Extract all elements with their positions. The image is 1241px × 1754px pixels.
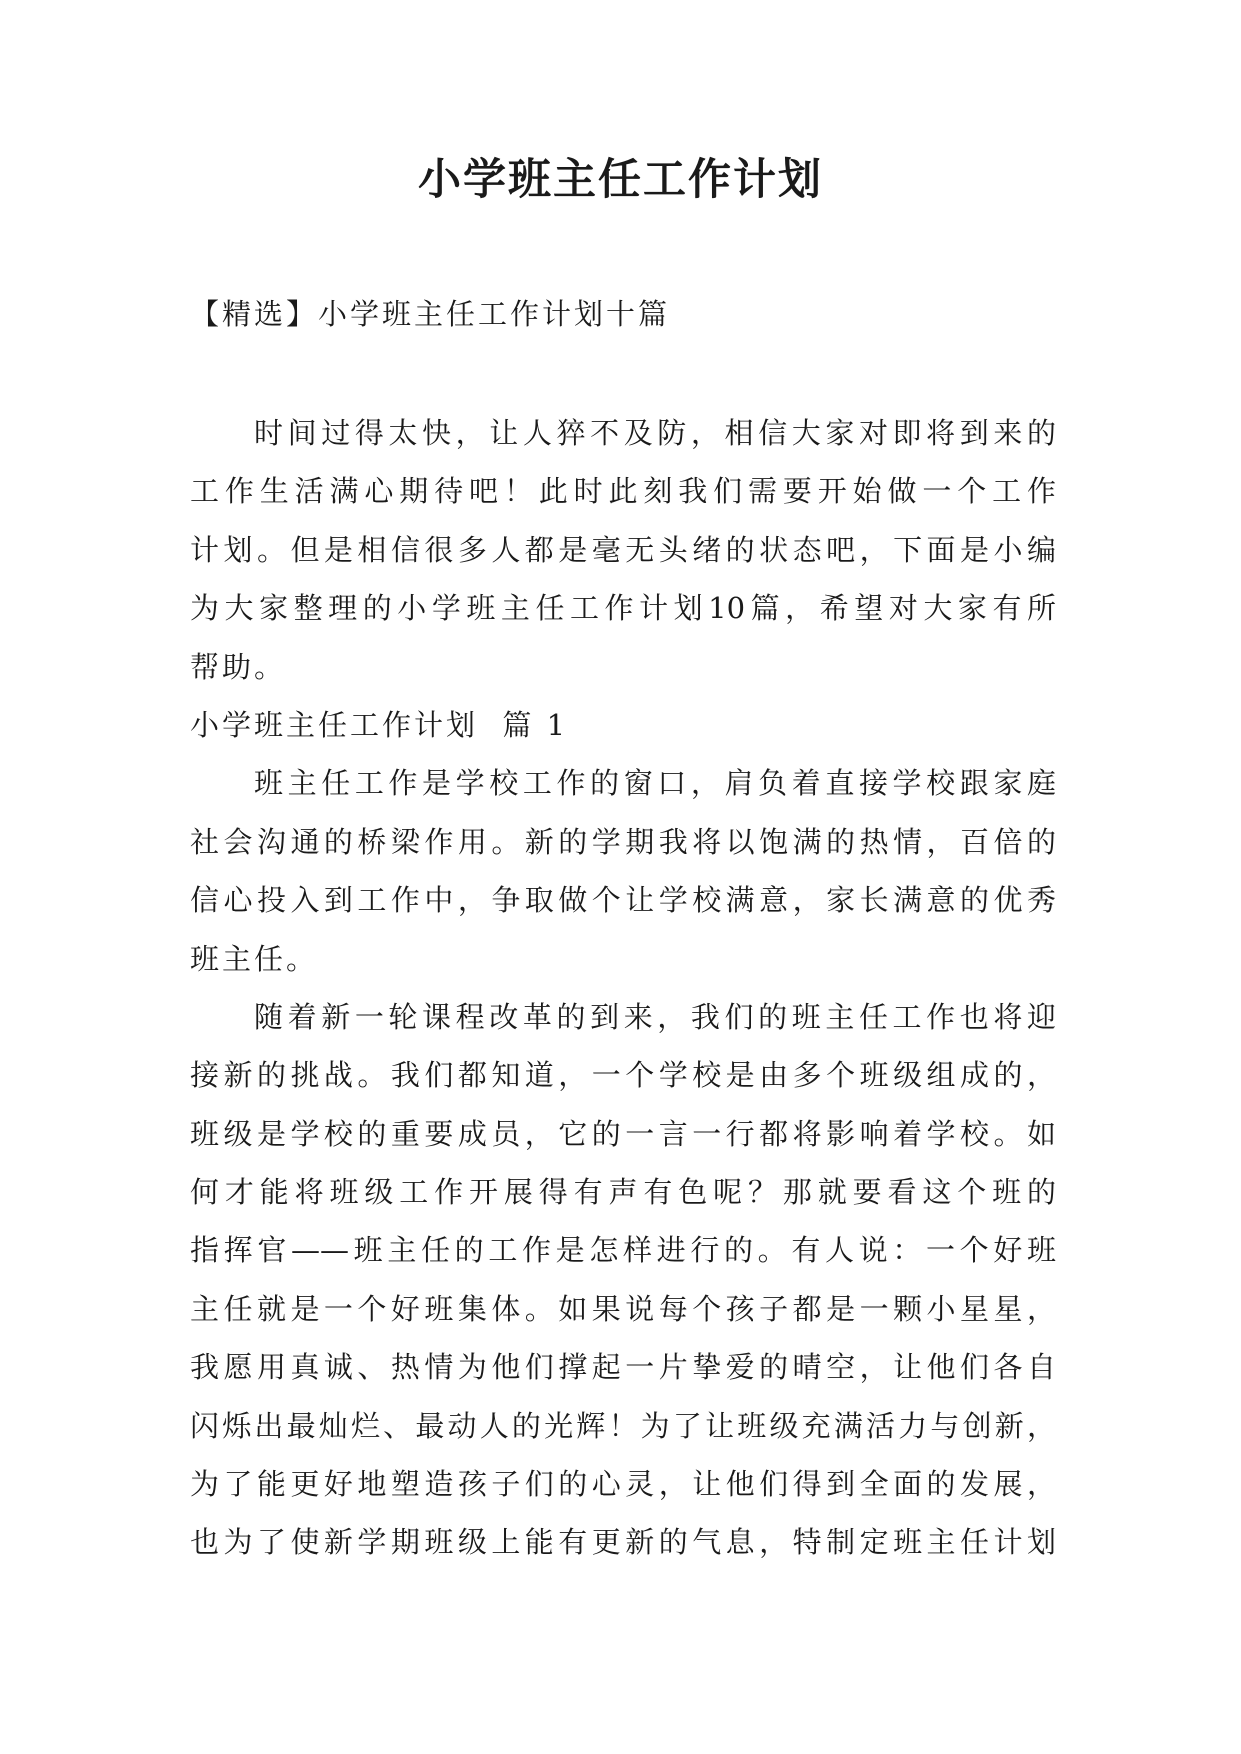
paragraph-line: 闪烁出最灿烂、最动人的光辉！为了让班级充满活力与创新， bbox=[190, 1408, 1056, 1443]
section-heading bbox=[190, 696, 1056, 754]
paragraph-2 bbox=[190, 988, 1056, 1572]
paragraph-line: 接新的挑战。我们都知道，一个学校是由多个班级组成的， bbox=[190, 1058, 1056, 1093]
document-title: 小学班主任工作计划 bbox=[418, 155, 823, 205]
paragraph-line: 班主任工作是学校工作的窗口，肩负着直接学校跟家庭 bbox=[254, 766, 1056, 801]
intro-line: 计划。但是相信很多人都是毫无头绪的状态吧，下面是小编 bbox=[190, 532, 1056, 567]
paragraph-line: 指挥官——班主任的工作是怎样进行的。有人说：一个好班 bbox=[190, 1233, 1056, 1268]
intro-line: 时间过得太快，让人猝不及防，相信大家对即将到来的 bbox=[254, 416, 1056, 450]
paragraph-line: 为了能更好地塑造孩子们的心灵，让他们得到全面的发展， bbox=[190, 1467, 1056, 1502]
intro-line: 为大家整理的小学班主任工作计划10篇，希望对大家有所 bbox=[190, 591, 1056, 626]
paragraph-line: 班主任。 bbox=[190, 941, 319, 976]
paragraph-line: 我愿用真诚、热情为他们撑起一片挚爱的晴空，让他们各自 bbox=[190, 1350, 1056, 1385]
intro-line: 工作生活满心期待吧！此时此刻我们需要开始做一个工作 bbox=[190, 474, 1056, 509]
paragraph-line: 随着新一轮课程改革的到来，我们的班主任工作也将迎 bbox=[254, 999, 1056, 1034]
paragraph-line: 主任就是一个好班集体。如果说每个孩子都是一颗小星星， bbox=[190, 1291, 1056, 1326]
document-body bbox=[190, 404, 1056, 1572]
paragraph-line: 社会沟通的桥梁作用。新的学期我将以饱满的热情，百倍的 bbox=[190, 824, 1056, 859]
document-subtitle: 【精选】小学班主任工作计划十篇 bbox=[190, 297, 671, 331]
paragraph-line: 也为了使新学期班级上能有更新的气息，特制定班主任计划 bbox=[190, 1525, 1056, 1560]
intro-paragraph bbox=[190, 404, 1056, 696]
paragraph-line: 何才能将班级工作开展得有声有色呢？那就要看这个班的 bbox=[190, 1175, 1056, 1210]
paragraph-line: 班级是学校的重要成员，它的一言一行都将影响着学校。如 bbox=[190, 1116, 1056, 1151]
paragraph-1 bbox=[190, 754, 1056, 988]
paragraph-line: 信心投入到工作中，争取做个让学校满意，家长满意的优秀 bbox=[190, 883, 1056, 918]
intro-line: 帮助。 bbox=[190, 649, 287, 684]
section-heading-text: 小学班主任工作计划 篇 1 bbox=[190, 707, 569, 742]
